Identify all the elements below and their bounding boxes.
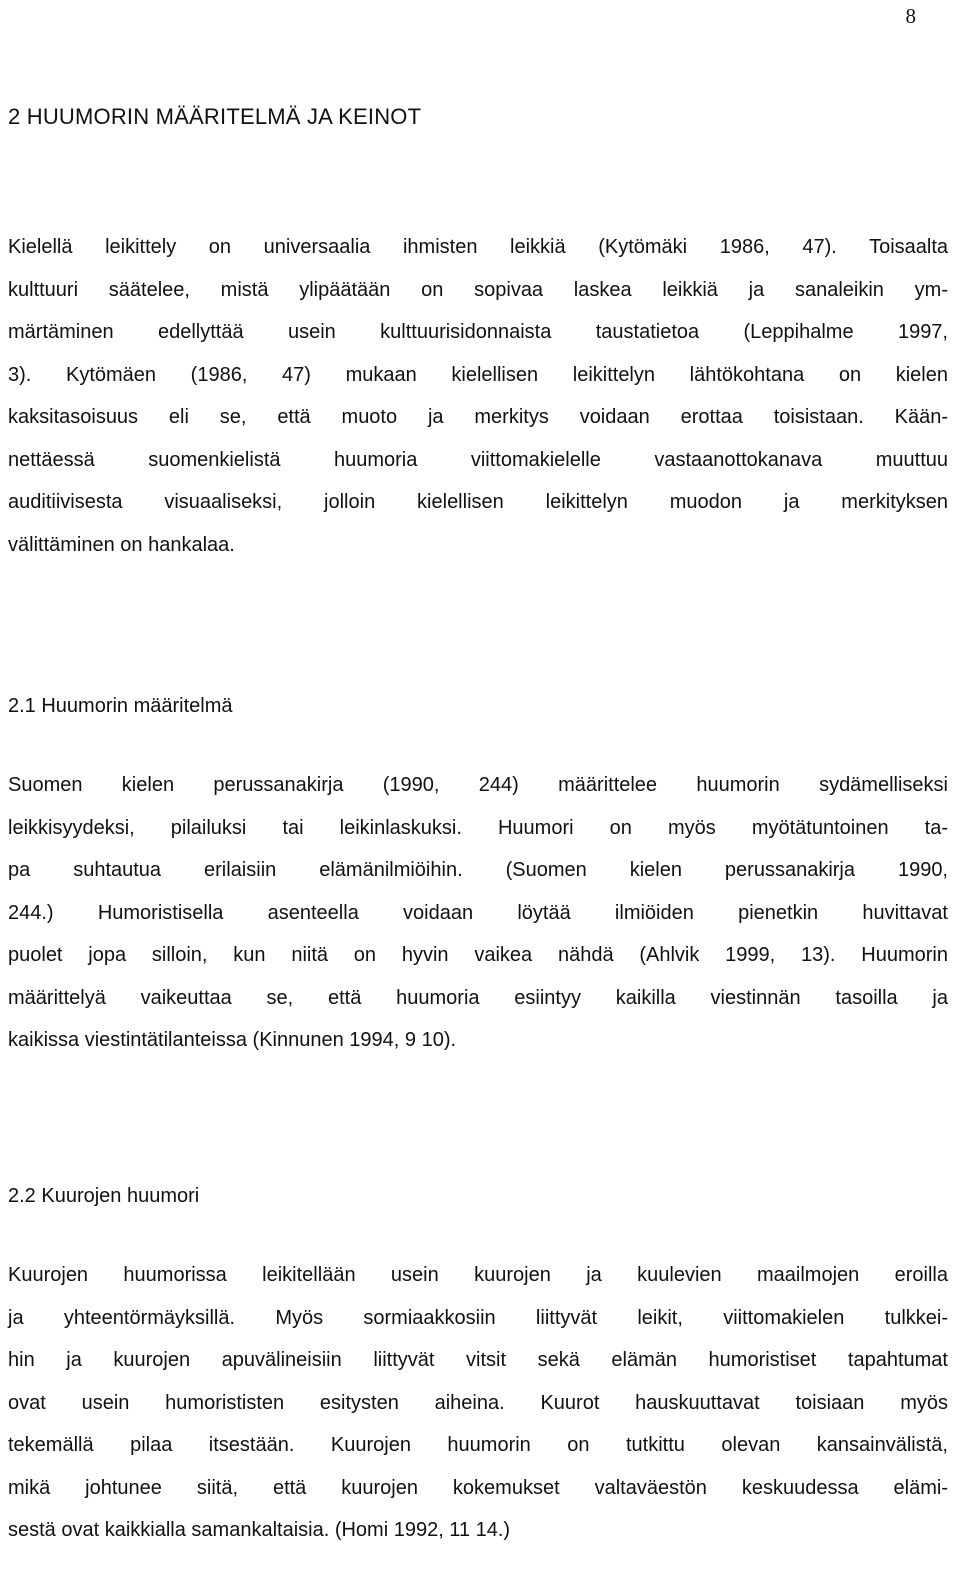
paragraph-line: Kuurojen huumorissa leikitellään usein kuurojen ja kuulevien maailmojen eroilla	[8, 1264, 948, 1286]
section-2-2-paragraph	[8, 1254, 948, 1552]
paragraph-line: kaikissa viestintätilanteissa (Kinnunen 1994, 9 10).	[8, 1029, 457, 1051]
paragraph-line: mikä johtunee siitä, että kuurojen kokemukset valtaväestön keskuudessa elämi-	[8, 1476, 948, 1499]
paragraph-line: 244.) Humoristisella asenteella voidaan löytää ilmiöiden pienetkin huvittavat	[8, 901, 948, 924]
paragraph-line: ovat usein humorististen esitysten aiheina. Kuurot hauskuuttavat toisiaan myös	[8, 1391, 948, 1414]
paragraph-line: hin ja kuurojen apuvälineisiin liittyvät vitsit sekä elämän humoristiset tapahtumat	[8, 1349, 948, 1371]
chapter-heading: 2 HUUMORIN MÄÄRITELMÄ JA KEINOT	[8, 104, 422, 129]
paragraph-line: nettäessä suomenkielistä huumoria viittomakielelle vastaanottokanava muuttuu	[8, 448, 948, 471]
paragraph-line: määrittelyä vaikeuttaa se, että huumoria esiintyy kaikilla viestinnän tasoilla ja	[8, 986, 948, 1009]
paragraph-line: pa suhtautua erilaisiin elämänilmiöihin. (Suomen kielen perussanakirja 1990,	[8, 859, 948, 881]
paragraph-line: auditiivisesta visuaaliseksi, jolloin kielellisen leikittelyn muodon ja merkityksen	[8, 491, 948, 513]
paragraph-line: leikkisyydeksi, pilailuksi tai leikinlaskuksi. Huumori on myös myötätuntoinen ta-	[8, 816, 948, 839]
section-heading-2-1: 2.1 Huumorin määritelmä	[8, 695, 233, 717]
paragraph-line: kulttuuri säätelee, mistä ylipäätään on sopivaa laskea leikkiä ja sanaleikin ym-	[8, 278, 948, 301]
paragraph-line: 3). Kytömäen (1986, 47) mukaan kielellisen leikittelyn lähtökohtana on kielen	[8, 363, 948, 386]
section-2-1-paragraph	[8, 764, 948, 1062]
paragraph-line: märtäminen edellyttää usein kulttuurisidonnaista taustatietoa (Leppihalme 1997,	[8, 321, 948, 343]
intro-paragraph	[8, 226, 948, 566]
section-heading-2-2: 2.2 Kuurojen huumori	[8, 1185, 200, 1207]
paragraph-line: Suomen kielen perussanakirja (1990, 244) määrittelee huumorin sydämelliseksi	[8, 774, 948, 796]
page-number: 8	[905, 4, 916, 28]
paragraph-line: puolet jopa silloin, kun niitä on hyvin vaikea nähdä (Ahlvik 1999, 13). Huumorin	[8, 944, 948, 966]
paragraph-line: Kielellä leikittely on universaalia ihmisten leikkiä (Kytömäki 1986, 47). Toisaalta	[8, 236, 948, 258]
paragraph-line: sestä ovat kaikkialla samankaltaisia. (Homi 1992, 11 14.)	[8, 1519, 511, 1541]
paragraph-line: välittäminen on hankalaa.	[8, 533, 235, 556]
paragraph-line: ja yhteentörmäyksillä. Myös sormiaakkosiin liittyvät leikit, viittomakielen tulkkei-	[8, 1306, 948, 1329]
paragraph-line: kaksitasoisuus eli se, että muoto ja merkitys voidaan erottaa toisistaan. Kään-	[8, 406, 948, 428]
paragraph-line: tekemällä pilaa itsestään. Kuurojen huumorin on tutkittu olevan kansainvälistä,	[8, 1434, 948, 1456]
